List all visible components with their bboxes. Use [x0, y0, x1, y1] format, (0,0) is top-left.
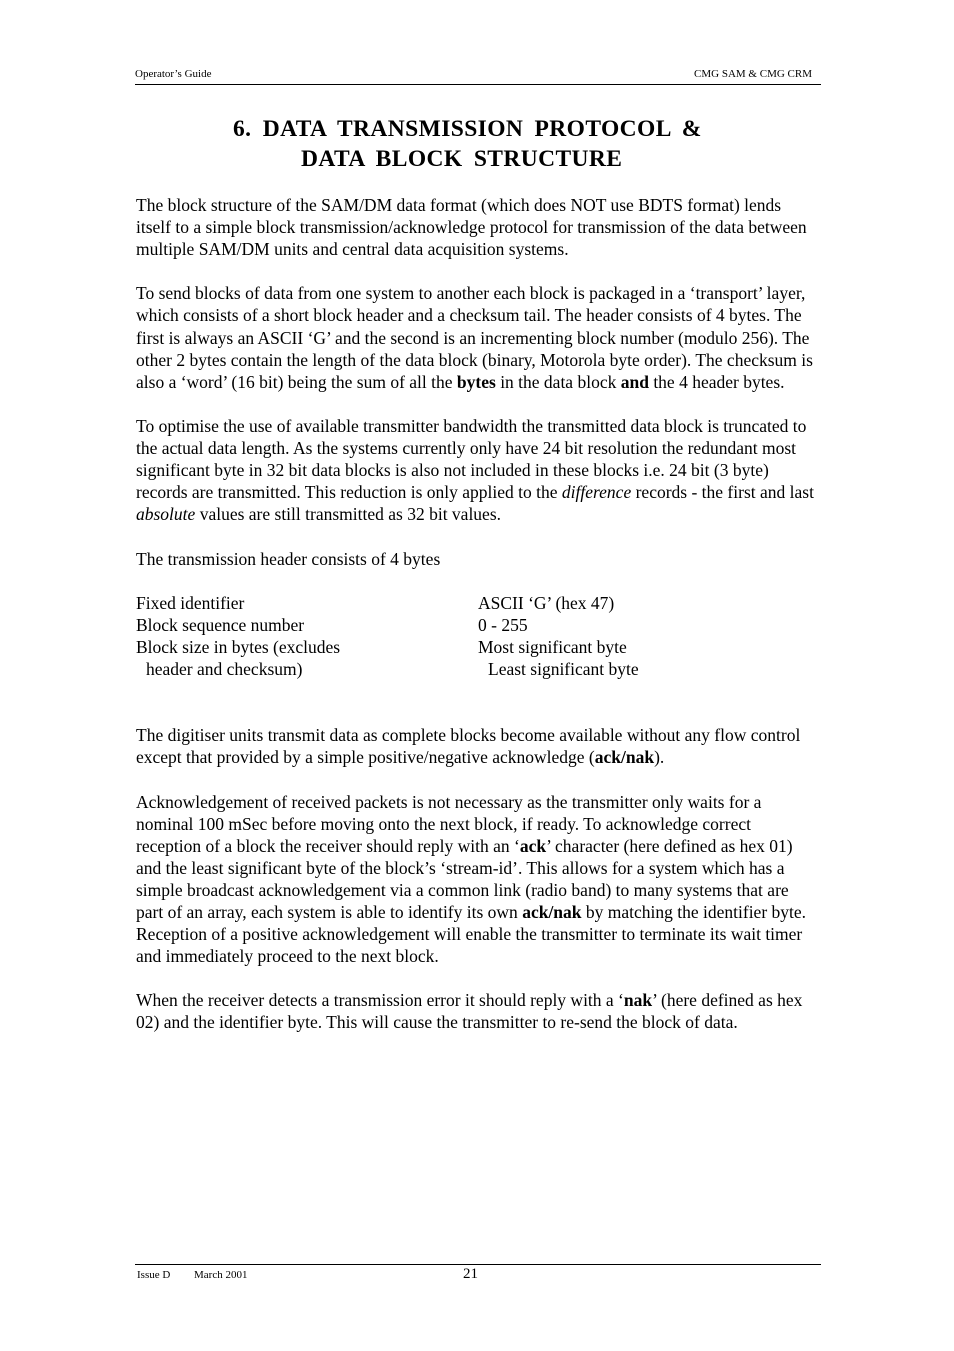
italic-text: absolute	[136, 504, 196, 525]
paragraph-transport-layer	[136, 282, 820, 392]
table-cell-field: Block sequence number	[136, 614, 305, 635]
paragraph-text: in the data block	[495, 371, 621, 392]
section-title	[135, 114, 821, 174]
header-fields-table	[136, 592, 820, 680]
paragraph-text: the 4 header bytes.	[648, 371, 785, 392]
table-row	[136, 658, 820, 680]
table-cell-field: header and checksum)	[146, 658, 303, 679]
spacer	[136, 702, 820, 724]
paragraph-header-intro: The transmission header consists of 4 bytes	[136, 548, 441, 569]
table-cell-value: ASCII ‘G’ (hex 47)	[478, 592, 615, 613]
paragraph-text: To send blocks of data from one system to another each block is packaged in a ‘transport’ layer, which consists of a short block header and a checksum tail. The header consists of 4 bytes. The first is always an ASCII ‘G’ and the second is an incrementing block number (modulo 256). The other 2 bytes contain the length of the data block (binary, Motorola byte order). The checksum is also a ‘word’ (16 bit) being the sum of all the	[136, 283, 813, 392]
table-cell-field: Block size in bytes (excludes	[136, 636, 341, 657]
paragraph-text: To optimise the use of available transmitter bandwidth the transmitted data block is truncated to the actual data length. As the systems currently only have 24 bit resolution the redundant most significant byte in 32 bit data blocks is also not included in these blocks i.e. 24 bit (3 byte) records are transmitted. This reduction is only applied to the	[136, 415, 807, 503]
header-right-text: CMG SAM & CMG CRM	[694, 68, 812, 80]
footer-date: March 2001	[194, 1269, 248, 1281]
paragraph-text: values are still transmitted as 32 bit values.	[195, 504, 502, 525]
section-title-line-2: DATA BLOCK STRUCTURE	[301, 146, 623, 172]
table-cell-value: 0 - 255	[478, 614, 528, 635]
bold-text: ack	[519, 835, 547, 856]
body-text	[136, 194, 820, 1056]
paragraph-text: ’ character (here defined as hex 01) and the least significant byte of the block’s ‘stream-id’. This allows for a system which has a simple broadcast acknowledgement via a common link (radio band) to many systems that are part of an array, each system is able to identify its own	[136, 835, 793, 922]
paragraph-text: records - the first and last	[631, 482, 814, 503]
paragraph-acknowledgement	[136, 791, 820, 968]
table-row	[136, 614, 820, 636]
footer-issue: Issue D	[137, 1269, 171, 1281]
table-cell-field: Fixed identifier	[136, 592, 245, 613]
table-row	[136, 592, 820, 614]
table-row	[136, 636, 820, 658]
paragraph-block-structure: The block structure of the SAM/DM data format (which does NOT use BDTS format) lends itself to a simple block transmission/acknowledge protocol for transmission of the data between multiple SAM/DM units and central data acquisition systems.	[136, 195, 807, 260]
bold-text: nak	[623, 990, 653, 1011]
paragraph-text: ).	[654, 747, 665, 768]
page-footer	[135, 1264, 821, 1289]
paragraph-flow-control	[136, 724, 820, 768]
paragraph-text: The digitiser units transmit data as complete blocks become available without any flow control except that provided by a simple positive/negative acknowledge (	[136, 725, 801, 768]
page-header	[135, 66, 821, 85]
bold-text: and	[620, 371, 649, 392]
paragraph-bandwidth	[136, 415, 820, 525]
header-left-text: Operator’s Guide	[135, 68, 212, 80]
paragraph-text: by matching the identifier byte. Reception of a positive acknowledgement will enable the transmitter to terminate its wait timer and immediately proceed to the next block.	[136, 902, 807, 967]
table-cell-value: Least significant byte	[488, 658, 639, 679]
paragraph-text: When the receiver detects a transmission error it should reply with a ‘	[136, 990, 624, 1011]
section-title-line-1: 6. DATA TRANSMISSION PROTOCOL &	[233, 116, 702, 142]
italic-text: difference	[561, 482, 632, 503]
paragraph-transmission-error	[136, 989, 820, 1033]
table-cell-value: Most significant byte	[478, 636, 627, 657]
paragraph-text: Acknowledgement of received packets is not necessary as the transmitter only waits for a nominal 100 mSec before moving onto the next block, if ready. To acknowledge correct reception of a block the receiver should reply with an ‘	[136, 791, 762, 856]
bold-text: ack/nak	[522, 902, 582, 922]
bold-text: bytes	[456, 371, 496, 392]
bold-text: ack/nak	[594, 747, 655, 768]
page-number: 21	[463, 1266, 478, 1282]
paragraph-text: ’ (here defined as hex 02) and the identifier byte. This will cause the transmitter to re-send the block of data.	[136, 990, 803, 1033]
